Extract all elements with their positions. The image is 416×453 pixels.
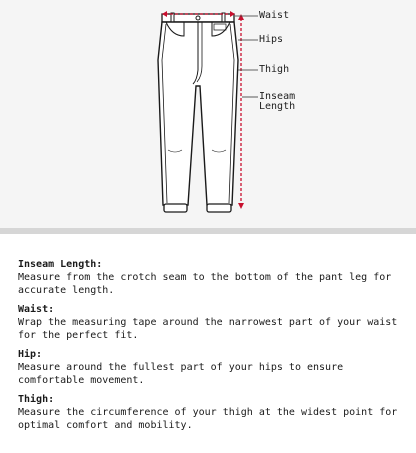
hips-label: Hips <box>259 34 284 45</box>
thigh-label: Thigh <box>259 64 290 75</box>
hip-description: Measure around the fullest part of your hips to ensure comfortable movement. <box>18 362 344 386</box>
hip-section <box>18 348 398 387</box>
section-divider <box>0 228 416 234</box>
waist-section <box>18 303 398 342</box>
measurement-instructions <box>18 258 398 438</box>
inseam-description: Measure from the crotch seam to the bottom of the pant leg for accurate length. <box>18 272 392 296</box>
waist-description: Wrap the measuring tape around the narrowest part of your waist for the perfect fit. <box>18 317 398 341</box>
thigh-heading: Thigh: <box>18 394 55 405</box>
thigh-section <box>18 393 398 432</box>
waist-heading: Waist: <box>18 304 55 315</box>
waist-label: Waist <box>259 10 290 21</box>
inseam-section <box>18 258 398 297</box>
inseam-heading: Inseam Length: <box>18 259 103 270</box>
hem-left <box>164 204 187 212</box>
thigh-description: Measure the circumference of your thigh at the widest point for optimal comfort and mobility. <box>18 407 398 431</box>
inseam-length-label: Inseam Length <box>259 91 296 112</box>
hip-heading: Hip: <box>18 349 43 360</box>
hem-right <box>207 204 231 212</box>
button <box>196 16 200 20</box>
